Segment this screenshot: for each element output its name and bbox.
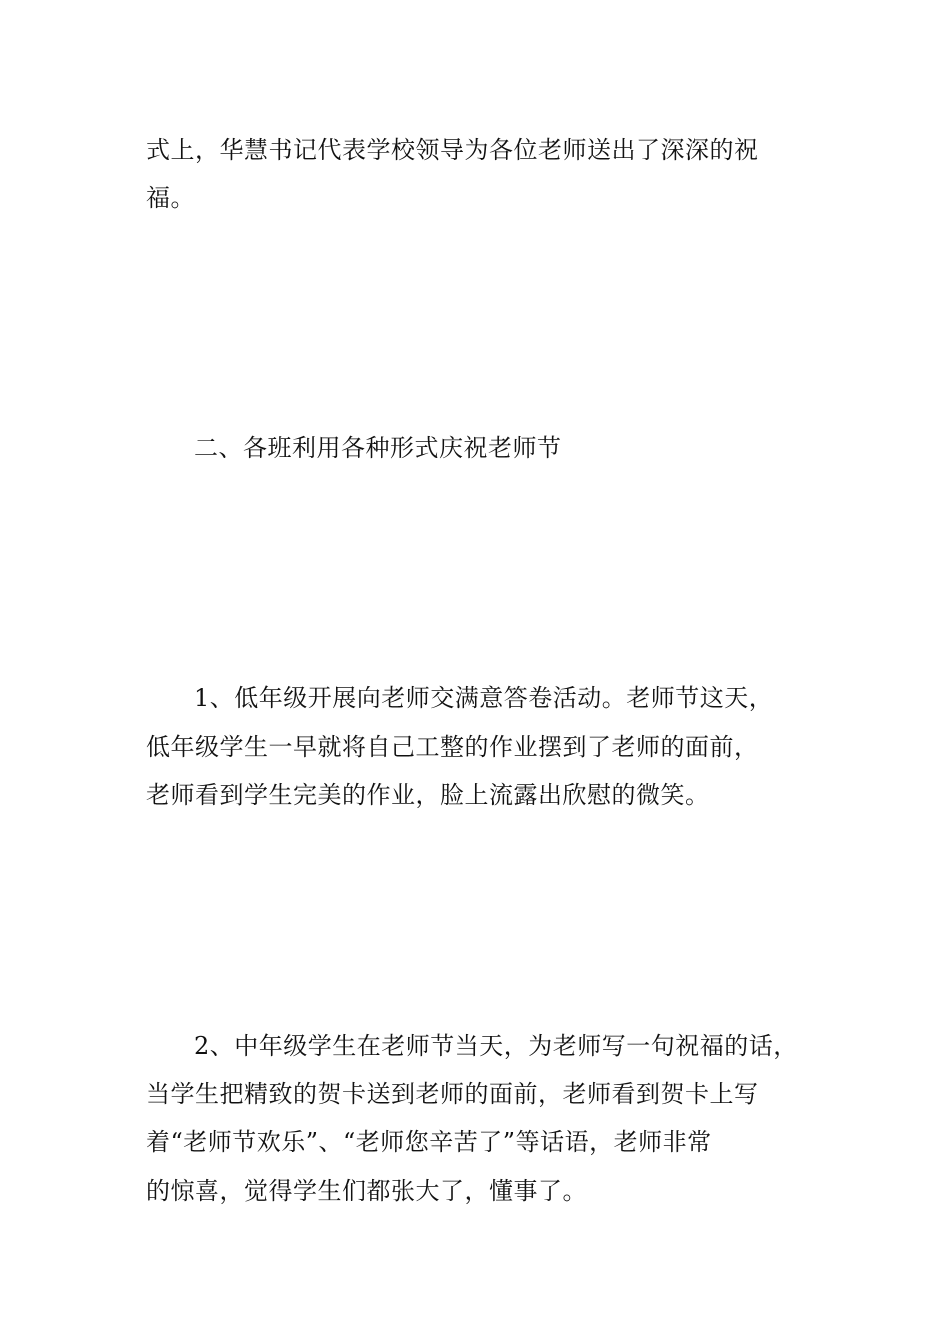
text-line: 1、低年级开展向老师交满意答卷活动。老师节这天， bbox=[194, 684, 774, 712]
text-line: 2、中年级学生在老师节当天，为老师写一句祝福的话， bbox=[194, 1032, 798, 1060]
text-line: 式上，华慧书记代表学校领导为各位老师送出了深深的祝 bbox=[146, 136, 759, 164]
text-line: 的惊喜，觉得学生们都张大了，懂事了。 bbox=[146, 1177, 587, 1205]
text-line: 福。 bbox=[146, 184, 195, 212]
text-line: 当学生把精致的贺卡送到老师的面前，老师看到贺卡上写 bbox=[146, 1080, 759, 1108]
text-line: 着“老师节欢乐”、“老师您辛苦了”等话语，老师非常 bbox=[146, 1128, 712, 1156]
text-line: 低年级学生一早就将自己工整的作业摆到了老师的面前， bbox=[146, 733, 759, 761]
text-line: 老师看到学生完美的作业，脸上流露出欣慰的微笑。 bbox=[146, 781, 710, 809]
section-heading: 二、各班利用各种形式庆祝老师节 bbox=[194, 434, 562, 462]
